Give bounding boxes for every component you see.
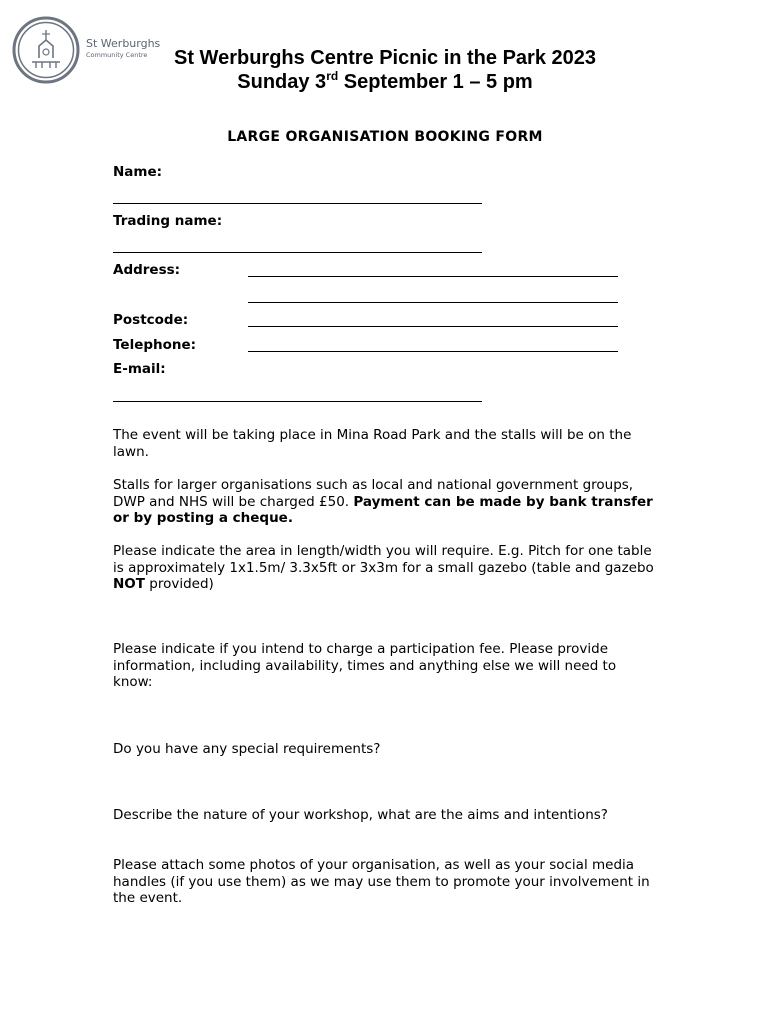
event-date-ordinal: rd xyxy=(326,69,339,83)
postcode-label: Postcode: xyxy=(113,312,189,328)
event-location-text: The event will be taking place in Mina Road Park and the stalls will be on the lawn. xyxy=(113,427,632,460)
stall-fee-info: Stalls for larger organisations such as local and national government groups, DWP and NHS will be charged £50. xyxy=(113,477,634,510)
event-title: St Werburghs Centre Picnic in the Park 2023 xyxy=(174,47,596,69)
workshop-nature-question: Describe the nature of your workshop, what are the aims and intentions? xyxy=(113,807,608,823)
address-field-line2[interactable] xyxy=(248,302,618,303)
trading-name-field[interactable] xyxy=(113,252,482,253)
telephone-field[interactable] xyxy=(248,351,618,352)
pitch-size-text xyxy=(113,543,658,593)
pitch-size-intro: Please indicate the area in length/width you will require. E.g. Pitch for one table is approximately 1x1.5m/ 3.3x5ft or 3x3m for a small gazebo (table and gazebo xyxy=(113,543,654,576)
name-field[interactable] xyxy=(113,203,482,204)
event-date-rest: September 1 – 5 pm xyxy=(338,71,533,93)
payment-method-note: Payment can be made by bank transfer or by posting a cheque. xyxy=(113,493,653,527)
event-date-day: Sunday 3 xyxy=(237,71,327,93)
stall-fee-text xyxy=(113,477,658,527)
telephone-label: Telephone: xyxy=(113,337,197,353)
address-field-line1[interactable] xyxy=(248,276,618,277)
name-label: Name: xyxy=(113,164,163,180)
address-label: Address: xyxy=(113,262,181,278)
logo-name-line2: Community Centre xyxy=(86,51,148,59)
photos-request-text: Please attach some photos of your organisation, as well as your social media handles (if you use them) as we may use them to promote your involvement in the event. xyxy=(113,857,650,907)
postcode-field[interactable] xyxy=(248,326,618,327)
participation-fee-question: Please indicate if you intend to charge a participation fee. Please provide information, including availability, times and anything else we will need to know: xyxy=(113,641,617,691)
pitch-size-end: provided) xyxy=(144,576,214,593)
logo-name-line1: St Werburghs xyxy=(86,37,161,50)
trading-name-label: Trading name: xyxy=(113,213,223,229)
special-requirements-question: Do you have any special requirements? xyxy=(113,741,381,757)
event-date xyxy=(0,71,770,94)
form-heading: LARGE ORGANISATION BOOKING FORM xyxy=(227,129,543,145)
email-label: E-mail: xyxy=(113,361,166,377)
email-field[interactable] xyxy=(113,401,482,402)
not-provided-emphasis: NOT xyxy=(113,576,145,593)
